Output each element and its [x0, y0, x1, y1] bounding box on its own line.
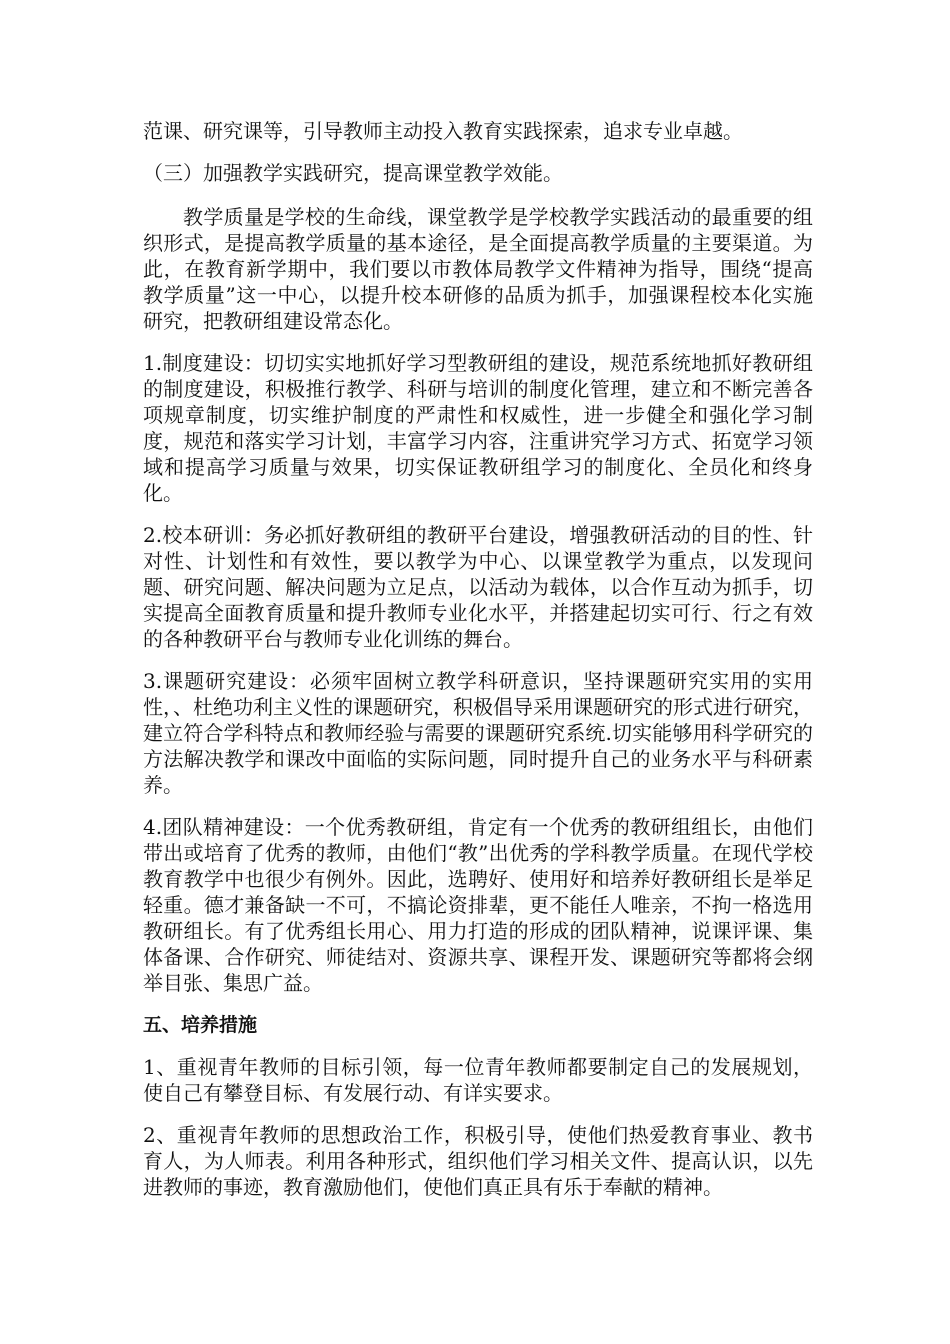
paragraph-continuation: 范课、研究课等，引导教师主动投入教育实践探索，追求专业卓越。	[143, 119, 743, 143]
paragraph-research-topics: 3.课题研究建设：必须牢固树立教学科研意识，坚持课题研究实用的实用性，、杜绝功利主义性的课题研究，积极倡导采用课题研究的形式进行研究，建立符合学科特点和教师经验与需要的课题研究系统.切实能够用科学研究的方法解决教学和课改中面临的实际问题，同时提升自己的业务水平与科研素养。	[143, 669, 813, 797]
paragraph-measure-1: 1、重视青年教师的目标引领，每一位青年教师都要制定自己的发展规划，使自己有攀登目标、有发展行动、有详实要求。	[143, 1055, 813, 1105]
paragraph-team-spirit: 4.团队精神建设：一个优秀教研组，肯定有一个优秀的教研组组长，由他们带出或培育了优秀的教师，由他们“教”出优秀的学科教学质量。在现代学校教育教学中也很少有例外。因此，选聘好、使用好和培养好教研组长是举足轻重。德才兼备缺一不可，不搞论资排辈，更不能任人唯亲，不拘一格选用教研组长。有了优秀组长用心、用力打造的形成的团队精神，说课评课、集体备课、合作研究、师徒结对、资源共享、课程开发、课题研究等都将会纲举目张、集思广益。	[143, 815, 813, 995]
paragraph-system-building: 1.制度建设：切切实实地抓好学习型教研组的建设，规范系统地抓好教研组的制度建设，积极推行教学、科研与培训的制度化管理，建立和不断完善各项规章制度，切实维护制度的严肃性和权威性，进一步健全和强化学习制度，规范和落实学习计划，丰富学习内容，注重讲究学习方式、拓宽学习领域和提高学习质量与效果，切实保证教研组学习的制度化、全员化和终身化。	[143, 351, 813, 505]
section-subheading: （三）加强教学实践研究，提高课堂教学效能。	[143, 161, 563, 185]
paragraph-measure-2: 2、重视青年教师的思想政治工作，积极引导，使他们热爱教育事业、教书育人，为人师表。利用各种形式，组织他们学习相关文件、提高认识，以先进教师的事迹，教育激励他们，使他们真正具有乐于奉献的精神。	[143, 1123, 813, 1199]
paragraph-teaching-quality: 教学质量是学校的生命线，课堂教学是学校教学实践活动的最重要的组织形式，是提高教学质量的基本途径，是全面提高教学质量的主要渠道。为此，在教育新学期中，我们要以市教体局教学文件精神为指导，围绕“提高教学质量”这一中心，以提升校本研修的品质为抓手，加强课程校本化实施研究，把教研组建设常态化。	[143, 205, 813, 333]
section-heading: 五、培养措施	[143, 1014, 258, 1036]
document-page	[143, 118, 813, 1216]
paragraph-school-training: 2.校本研训：务必抓好教研组的教研平台建设，增强教研活动的目的性、针对性、计划性和有效性，要以教学为中心、以课堂教学为重点，以发现问题、研究问题、解决问题为立足点，以活动为载体，以合作互动为抓手，切实提高全面教育质量和提升教师专业化水平，并搭建起切实可行、行之有效的各种教研平台与教师专业化训练的舞台。	[143, 523, 813, 651]
